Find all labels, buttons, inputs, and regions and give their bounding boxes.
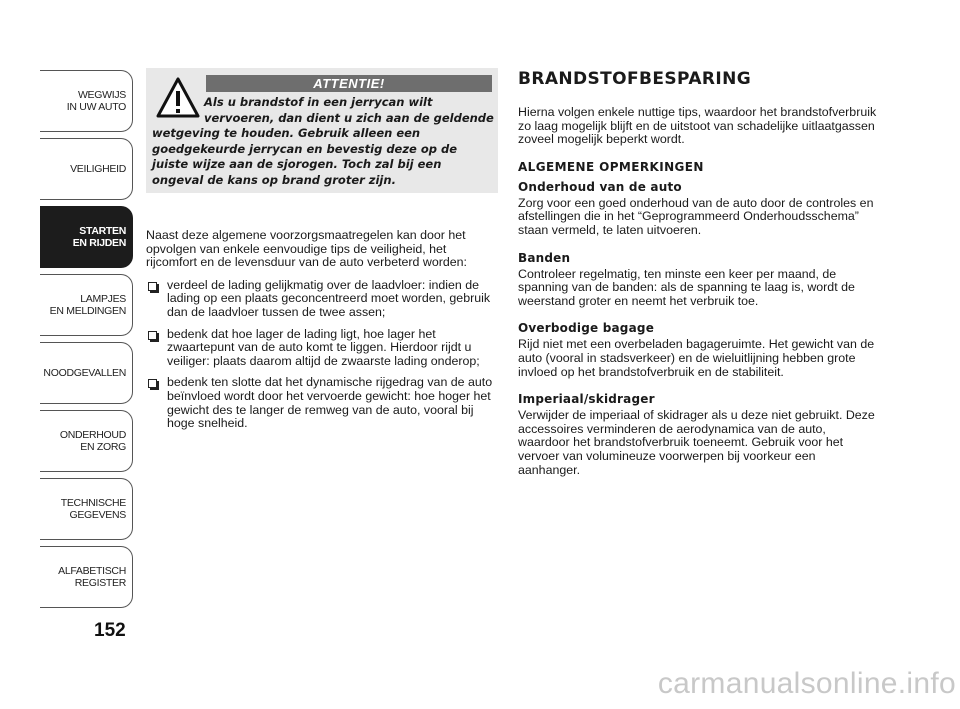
tab-noodgevallen[interactable] (40, 342, 133, 404)
tab-label-line: EN RIJDEN (72, 237, 126, 249)
checkbox-bullet-icon (148, 282, 157, 291)
list-item (146, 279, 496, 320)
left-column (146, 229, 496, 439)
tab-lampjes[interactable] (40, 274, 133, 336)
list-item-text: bedenk ten slotte dat het dynamische rijgedrag van de auto beïnvloed wordt door het vervoerde gewicht: hoe hoger het gewicht des te langer de remweg van de auto, vooral bij hoge snelheid. (167, 375, 493, 431)
subsection-text: Controleer regelmatig, ten minste een keer per maand, de spanning van de banden: als de spanning te laag is, wordt de weerstand groter en neemt het verbruik toe. (518, 266, 855, 308)
tab-label-line: NOODGEVALLEN (43, 367, 126, 379)
tab-technische-gegevens[interactable] (40, 478, 133, 540)
warning-box (146, 68, 498, 193)
tab-label-line: ONDERHOUD (59, 429, 126, 441)
tab-label-line: STARTEN (79, 225, 126, 237)
subsection-text: Rijd niet met een overbeladen bagageruimte. Het gewicht van de auto (vooral in stadsverkeer) en de wieluitlijning hebben grote invloed op het brandstofverbruik en de stabiliteit. (518, 337, 875, 379)
warning-body: Als u brandstof in een jerrycan wilt vervoeren, dan dient u zich aan de geldende wetgeving te houden. Gebruik alleen een goedgekeurde jerrycan en bevestig deze op de juiste wijze aan de sjorogen. Toch zal bij een ongeval de kans op brand groter zijn. (152, 95, 494, 187)
checkbox-bullet-icon (148, 331, 157, 340)
list-item (146, 376, 496, 430)
page-title: BRANDSTOFBESPARING (518, 69, 752, 89)
tab-label-line: GEGEVENS (69, 509, 126, 521)
list-item-text: bedenk dat hoe lager de lading ligt, hoe lager het zwaartepunt van de auto komt te liggen. Hierdoor rijdt u veiliger: plaats daarom altijd de zwaarste lading onderop; (167, 326, 480, 368)
tab-register[interactable] (40, 546, 133, 608)
list-item-text: verdeel de lading gelijkmatig over de laadvloer: indien de lading op een plaats geconcentreerd moet worden, gebruik dan de laadvloer tussen de twee assen; (167, 277, 491, 319)
tab-label-line: EN MELDINGEN (49, 305, 126, 317)
subsection-heading: Imperiaal/skidrager (518, 392, 655, 407)
warning-title: ATTENTIE! (206, 75, 492, 92)
list-item (146, 328, 496, 369)
watermark: carmanualsonline.info (657, 667, 956, 700)
tab-label-line: REGISTER (74, 577, 126, 589)
right-column (518, 68, 878, 490)
tab-label-line: ALFABETISCH (58, 565, 126, 577)
tab-label-line: IN UW AUTO (66, 101, 126, 113)
tab-label-line: TECHNISCHE (60, 497, 126, 509)
subsection-heading: Overbodige bagage (518, 321, 655, 336)
tab-label-line: VEILIGHEID (70, 163, 126, 175)
section-heading: ALGEMENE OPMERKINGEN (518, 159, 704, 174)
checkbox-bullet-icon (148, 379, 157, 388)
tab-starten-en-rijden[interactable] (40, 206, 133, 268)
tab-label-line: LAMPJES (80, 293, 126, 305)
tab-veiligheid[interactable] (40, 138, 133, 200)
page-number: 152 (94, 620, 126, 641)
subsection-text: Verwijder de imperiaal of skidrager als u deze niet gebruikt. Deze accessoires verminderen de aerodynamica van de auto, waardoor het brandstofverbruik toeneemt. Gebruik voor het vervoer van volumineuze voorwerpen bij voorkeur een aanhanger. (518, 408, 875, 477)
subsection-heading: Onderhoud van de auto (518, 179, 682, 194)
subsection-text: Zorg voor een goed onderhoud van de auto door de controles en afstellingen die in het “Geprogrammeerd Onderhoudsschema” staan vermeld, te laten uitvoeren. (518, 195, 874, 237)
warning-text (152, 95, 496, 189)
tab-label-line: EN ZORG (80, 441, 126, 453)
intro-paragraph: Naast deze algemene voorzorgsmaatregelen kan door het opvolgen van enkele eenvoudige tips de veiligheid, het rijcomfort en de levensduur van de auto verbeterd worden: (146, 228, 467, 270)
subsection-heading: Banden (518, 250, 571, 265)
chapter-tabs (40, 70, 133, 614)
intro-paragraph: Hierna volgen enkele nuttige tips, waardoor het brandstofverbruik zo laag mogelijk blijft en de uitstoot van schadelijke uitlaatgassen zoveel mogelijk beperkt wordt. (518, 105, 877, 147)
tab-onderhoud[interactable] (40, 410, 133, 472)
tab-label-line: WEGWIJS (77, 89, 126, 101)
tab-wegwijs[interactable] (40, 70, 133, 132)
bullet-list (146, 279, 496, 431)
